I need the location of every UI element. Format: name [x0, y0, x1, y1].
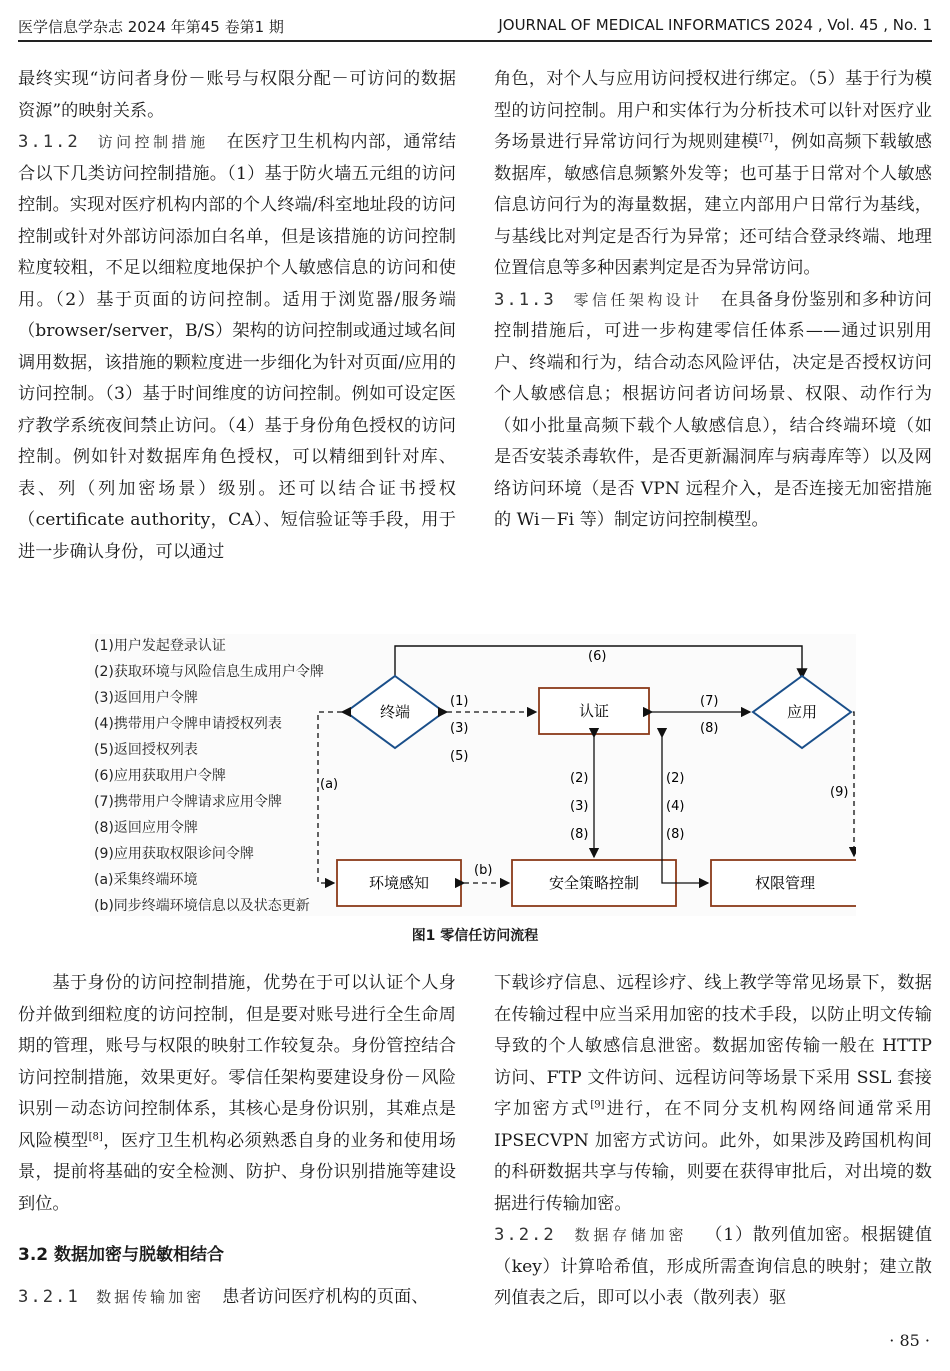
node-app-label: 应用: [786, 703, 818, 721]
column-bottom-left: [18, 968, 456, 1313]
edge-label-9: (9): [830, 785, 849, 800]
section-text: 患者访问医疗机构的页面、: [222, 1286, 429, 1307]
node-env-label: 环境感知: [368, 874, 430, 892]
node-policy-label: 安全策略控制: [548, 874, 640, 892]
figure-zero-trust-flow: [90, 634, 856, 916]
citation: [8]: [88, 1130, 103, 1142]
edge-label-q4: (4): [666, 799, 685, 814]
legend-item: (8)返回应用令牌: [94, 820, 198, 836]
legend-item: (9)应用获取权限诊问令牌: [94, 846, 254, 862]
paragraph: 最终实现“访问者身份－账号与权限分配－可访问的数据资源”的映射关系。: [18, 69, 456, 121]
section-3-1-2: [18, 127, 456, 568]
legend-item: (7)携带用户令牌请求应用令牌: [94, 794, 282, 810]
section-3-1-3: [494, 285, 932, 537]
legend-item: (4)携带用户令牌申请授权列表: [94, 716, 282, 732]
column-top-left: [18, 64, 456, 568]
edge-label-b: (b): [474, 863, 493, 878]
edge-label-p8: (8): [570, 827, 589, 842]
section-title: 数据传输加密: [96, 1287, 205, 1306]
section-text: （1）散列值加密。根据键值（key）计算哈希值，形成所需查询信息的映射；建立散列值表之后，即可以小表（散列表）驱: [494, 1225, 933, 1308]
edge-label-a: (a): [320, 777, 339, 792]
legend-item: (5)返回授权列表: [94, 742, 198, 758]
edge-label-7: (7): [700, 694, 719, 709]
journal-header-en: JOURNAL OF MEDICAL INFORMATICS 2024 , Vol. 45 , No. 1: [498, 16, 932, 34]
paragraph-text: 进行，在不同分支机构网络间通常采用 IPSECVPN 加密方式访问。此外，如果涉及跨国机构间的科研数据共享与传输，则要在获得审批后，对出境的数据进行传输加密。: [494, 1099, 932, 1214]
section-number: 3.1.3: [494, 289, 556, 310]
edge-label-q8: (8): [666, 827, 685, 842]
paragraph-text: 角色，对个人与应用访问授权进行绑定。（5）基于行为模型的访问控制。用户和实体行为分析技术可以针对医疗业务场景进行异常访问行为规则建模: [494, 69, 932, 152]
edge-label-8: (8): [700, 721, 719, 736]
journal-header-cn: 医学信息学杂志 2024 年第45 卷第1 期: [18, 18, 284, 36]
paragraph-text: 基于身份的访问控制措施，优势在于可以认证个人身份并做到细粒度的访问控制，但是要对账号进行全生命周期的管理，账号与权限的映射工作较复杂。身份管控结合访问控制措施，效果更好。零信任架构要建设身份－风险识别－动态访问控制体系，其核心是身份识别，其难点是风险模型: [18, 973, 456, 1151]
section-text: 在医疗卫生机构内部，通常结合以下几类访问控制措施。（1）基于防火墙五元组的访问控制。实现对医疗机构内部的个人终端/科室地址段的访问控制或针对外部访问添加白名单，但是该措施的访问控制粒度较粗，不足以细粒度地保护个人敏感信息的访问和使用。（2）基于页面的访问控制。适用于浏览器/服务端（browser/server，B/S）架构的访问控制或通过域名间调用数据，该措施的颗粒度进一步细化为针对页面/应用的访问控制。（3）基于时间维度的访问控制。例如可设定医疗教学系统夜间禁止访问。（4）基于身份角色授权的访问控制。例如针对数据库角色授权，可以精细到针对库、表、列（列加密场景）级别。还可以结合证书授权（certificate authority，CA）、短信验证等手段，用于进一步确认身份，可以通过: [18, 132, 456, 562]
edge-label-1: (1): [450, 694, 469, 709]
legend-item: (b)同步终端环境信息以及状态更新: [94, 898, 310, 914]
edge-label-6: (6): [588, 649, 607, 664]
legend-item: (2)获取环境与风险信息生成用户令牌: [94, 664, 324, 680]
citation: [7]: [758, 132, 774, 144]
node-auth-label: 认证: [578, 702, 610, 720]
edge-label-q2: (2): [666, 771, 685, 786]
section-number: 3.2.1: [18, 1286, 80, 1307]
section-number: 3.1.2: [18, 132, 80, 152]
legend-item: (1)用户发起登录认证: [94, 638, 226, 654]
paragraph: [494, 64, 932, 285]
column-top-right: [494, 64, 932, 537]
section-3-2-1: [18, 1282, 456, 1314]
paragraph: [18, 968, 456, 1220]
node-perm-label: 权限管理: [754, 874, 816, 892]
section-3-2-2: [494, 1220, 932, 1315]
section-title: 数据存储加密: [574, 1226, 688, 1244]
section-title: 访问控制措施: [97, 133, 209, 151]
legend-item: (3)返回用户令牌: [94, 690, 198, 706]
section-title: 零信任架构设计: [573, 290, 703, 309]
page-number: · 85 ·: [889, 1331, 930, 1350]
column-bottom-right: [494, 968, 932, 1315]
running-header: [18, 14, 932, 42]
citation: [9]: [590, 1099, 605, 1111]
paragraph-text: ，医疗卫生机构必须熟悉自身的业务和使用场景，提前将基础的安全检测、防护、身份识别措施等建设到位。: [18, 1130, 456, 1214]
legend-item: (a)采集终端环境: [94, 872, 198, 888]
paragraph: [494, 968, 932, 1220]
section-number: 3.2.2: [494, 1225, 556, 1245]
paragraph-text: ，例如高频下载敏感数据库，敏感信息频繁外发等；也可基于日常对个人敏感信息访问行为的海量数据，建立内部用户日常行为基线，与基线比对判定是否行为异常；还可结合登录终端、地理位置信息等多种因素判定是否为异常访问。: [494, 132, 932, 278]
legend-item: (6)应用获取用户令牌: [94, 768, 226, 784]
paragraph-text: 下载诊疗信息、远程诊疗、线上教学等常见场景下，数据在传输过程中应当采用加密的技术手段，以防止明文传输导致的个人敏感信息泄密。数据加密传输一般在 HTTP 访问、FTP 文件访问、远程访问等场景下采用 SSL 套接字加密方式: [494, 973, 932, 1119]
section-text: 在具备身份鉴别和多种访问控制措施后，可进一步构建零信任体系——通过识别用户、终端和行为，结合动态风险评估，决定是否授权访问个人敏感信息；根据访问者访问场景、权限、动作行为（如小批量高频下载个人敏感信息），结合终端环境（如是否安装杀毒软件，是否更新漏洞库与病毒库等）以及网络访问环境（是否 VPN 远程介入，是否连接无加密措施的 Wi－Fi 等）制定访问控制模型。: [494, 289, 932, 530]
figure-caption: 图1 零信任访问流程: [411, 928, 539, 944]
edge-label-p3: (3): [570, 799, 589, 814]
node-terminal-label: 终端: [379, 703, 411, 721]
edge-label-p2: (2): [570, 771, 589, 786]
flow-diagram: [90, 634, 856, 916]
section-heading-3-2: 3.2 数据加密与脱敏相结合: [18, 1245, 225, 1265]
edge-label-5: (5): [450, 749, 469, 764]
edge-label-3: (3): [450, 721, 469, 736]
